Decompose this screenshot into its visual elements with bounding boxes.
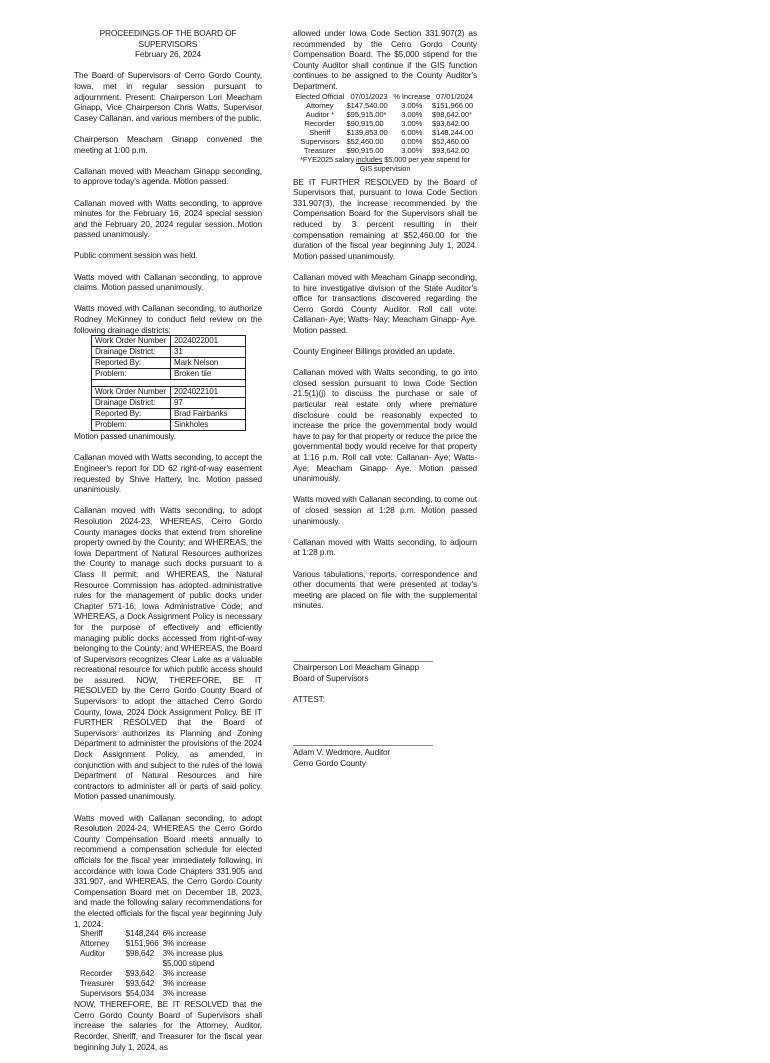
closed-session-motion: Callanan moved with Watts seconding, to go into closed session pursuant to Iowa Code Section 21.5(1)(j) to discuss the purchase or sale of particular real estate only where premature disclosure could be reasonably expected to increase the price the governmental body would have to pay for that property or reduce the price the governmental body would receive for that property at 1:16 p.m. Roll call vote: Callanan- Aye; Watts- Aye; Meacham Ginapp- Aye. Motion passed unanimously. (293, 367, 477, 484)
field-label-cell: Problem: (92, 420, 171, 431)
table-cell: $52,460.00 (431, 136, 469, 146)
resolution-continued: allowed under Iowa Code Section 331.907(2) as recommended by the Cerro Gordo County Compensation Board. The $5,000 stipend for the County Auditor shall continue if the GIS function continues to be assigned to the County Auditor's Department. (293, 28, 477, 91)
table-row (92, 336, 246, 347)
field-value-cell: 31 (171, 347, 246, 358)
column-header: Elected Official (295, 91, 345, 101)
chairperson-signature-line: _______________________________ (293, 651, 433, 662)
table-cell: Treasurer (303, 145, 336, 155)
chairperson-title: Board of Supervisors (293, 672, 369, 683)
further-resolved-paragraph: BE IT FURTHER RESOLVED by the Board of Supervisors that, pursuant to Iowa Code Section 331.907(3), the increase recommended by the Compensation Board for the Supervisors shall be reduced by 3 percent resulting in their compensation remaining at $52,460.00 for the duration of the fiscal year beginning July 1, 2024. Motion passed unanimously. (293, 176, 477, 261)
compensation-note: *FYE2025 salary includes $5,000 per year stipend for GIS supervision (300, 154, 470, 173)
salary-cell: $54,034 (125, 989, 155, 999)
table-cell: 6.00% (401, 127, 423, 137)
table-cell: Auditor * (305, 109, 334, 119)
field-value-cell: 97 (171, 398, 246, 409)
table-row (78, 939, 228, 949)
table-cell: $151,966.00 (431, 100, 474, 110)
claims-motion: Watts moved with Callanan seconding, to approve claims. Motion passed unanimously. (74, 271, 262, 293)
official-cell: Recorder (80, 969, 113, 979)
table-cell: $90,915.00 (346, 145, 384, 155)
field-value-cell: Sinkholes (171, 420, 246, 431)
official-cell: Auditor (80, 949, 105, 959)
drainage-motion: Watts moved with Callanan seconding, to authorize Rodney McKinney to conduct field review on the following drainage districts: (74, 303, 262, 335)
official-cell: Attorney (80, 939, 110, 949)
engineer-update: County Engineer Billings provided an update. (293, 346, 455, 357)
table-cell: 3.00% (401, 109, 423, 119)
table-row (293, 146, 477, 155)
table-cell: $148,244.00 (431, 127, 474, 137)
table-cell: Supervisors (300, 136, 340, 146)
column-header: 07/01/2024 (435, 91, 473, 101)
column-header: % Increase (393, 91, 431, 101)
state-auditor-motion: Callanan moved with Meacham Ginapp seconding, to hire investigative division of the State Auditor's office for transactions discovered regarding the Cerro Gordo County Auditor. Roll call vote: Callanan- Aye; Watts- Nay; Meacham Ginapp- Aye. Motion passed. (293, 271, 477, 335)
table-row (92, 347, 246, 358)
field-value-cell: Brad Fairbanks (171, 409, 246, 420)
official-cell: Sheriff (80, 929, 103, 939)
field-label-cell: Drainage District: (92, 347, 171, 358)
agenda-motion: Callanan moved with Meacham Ginapp seconding, to approve today's agenda. Motion passed. (74, 165, 262, 187)
table-cell: Sheriff (309, 127, 331, 137)
table-row (293, 119, 477, 128)
increase-cell: 3% increase (162, 979, 207, 989)
resolution-2024-24-conclusion: NOW, THEREFORE, BE IT RESOLVED that the Cerro Gordo County Board of Supervisors shall increase the salaries for the Attorney, Auditor, Recorder, Sheriff, and Treasurer for the fiscal year beginning July 1, 2024, as (74, 999, 262, 1052)
right-column (293, 28, 477, 768)
table-cell: $95,915.00* (346, 109, 387, 119)
field-value-cell: Broken tile (171, 369, 246, 380)
table-cell: Recorder (304, 118, 335, 128)
table-row (78, 929, 228, 939)
table-cell: $52,460.00 (346, 136, 384, 146)
increase-cell: 3% increase (162, 939, 207, 949)
field-label-cell: Problem: (92, 369, 171, 380)
salary-cell: $93,642 (125, 969, 155, 979)
field-value-cell: 2024022101 (171, 387, 246, 398)
field-label-cell: Drainage District: (92, 398, 171, 409)
table-row (293, 101, 477, 110)
table-row (293, 110, 477, 119)
drainage-motion-result: Motion passed unanimously. (74, 431, 176, 442)
table-row (92, 420, 246, 431)
salary-cell: $151,966 (125, 939, 159, 949)
table-row (293, 128, 477, 137)
table-row (92, 409, 246, 420)
auditor-name: Adam V. Wedmore, Auditor (293, 747, 391, 758)
resolution-2024-23: Callanan moved with Watts seconding, to adopt Resolution 2024-23, WHEREAS, Cerro Gordo County manages docks that extend from shoreline property owned by the County; and WHEREAS, the Iowa Department of Natural Resources authorizes the County to manage such docks pursuant to a Class II permit; and WHEREAS, the Natural Resource Commission has adopted administrative rules for the management of public docks under Chapter 571-16; Iowa Administrative Code; and WHEREAS, a Dock Assignment Policy is necessary for the purpose of effectively and efficiently managing public docks accessed from right-of-way belonging to the County; and WHEREAS, the Board of Supervisors recognizes Clear Lake as a valuable recreational resource for which public access should be assured. NOW, THEREFORE, BE IT RESOLVED by the Cerro Gordo County Board of Supervisors to adopt the attached Cerro Gordo County, Iowa, 2024 Dock Assignment Policy. BE IT FURTHER RESOLVED that the Board of Supervisors authorizes its Planning and Zoning Department to administer the provisions of the 2024 Dock Assignment Policy, as amended, in conjunction with and subject to the rules of the Iowa Department of Natural Resources and hire contractors to administer all or parts of said policy. Motion passed unanimously. (74, 505, 262, 802)
adjourn-motion: Callanan moved with Watts seconding, to adjourn at 1:28 p.m. (293, 536, 477, 558)
field-label-cell: Work Order Number (92, 336, 171, 347)
field-value-cell: Mark Nelson (171, 358, 246, 369)
table-spacer-row (92, 380, 246, 387)
field-label-cell: Reported By: (92, 409, 171, 420)
increase-cell: 6% increase (162, 929, 207, 939)
public-comment: Public comment session was held. (74, 250, 198, 261)
salary-cell: $148,244 (125, 929, 159, 939)
table-row (78, 949, 228, 969)
field-label-cell: Reported By: (92, 358, 171, 369)
table-cell: $147,540.00 (346, 100, 388, 110)
end-closed-session-motion: Watts moved with Callanan seconding, to come out of closed session at 1:28 p.m. Motion passed unanimously. (293, 494, 477, 526)
increase-cell: 3% increase (162, 969, 207, 979)
auditor-signature-line: _______________________________ (293, 736, 433, 747)
table-cell: Attorney (306, 100, 334, 110)
table-row (92, 387, 246, 398)
field-value-cell: 2024022001 (171, 336, 246, 347)
table-row (78, 979, 228, 989)
table-cell: $93,642.00 (431, 145, 469, 155)
table-row (293, 137, 477, 146)
salary-cell: $93,642 (125, 979, 155, 989)
left-column (74, 28, 262, 1063)
table-cell: 0.00% (401, 136, 423, 146)
salary-recommendation-table (78, 929, 228, 999)
column-header: 07/01/2023 (350, 91, 388, 101)
table-row (78, 969, 228, 979)
drainage-table (91, 335, 246, 431)
table-cell: $98,642.00* (431, 109, 472, 119)
table-cell: $93,642.00 (431, 118, 469, 128)
attendance-paragraph: The Board of Supervisors of Cerro Gordo County, Iowa, met in regular session pursuant to adjournment. Present: Chairperson Lori Meacham Ginapp, Vice Chairperson Chris Watts, Supervisor Casey Callanan, and various members of the public. (74, 70, 262, 123)
table-spacer-cell (92, 380, 246, 387)
official-cell: Treasurer (80, 979, 114, 989)
table-cell: 3.00% (401, 145, 423, 155)
minutes-motion: Callanan moved with Watts seconding, to approve minutes for the February 16, 2024 special session and the February 20, 2024 regular session. Motion passed unanimously. (74, 197, 262, 240)
salary-cell: $98,642 (125, 949, 155, 959)
increase-cell: 3% increase (162, 989, 207, 999)
official-cell: Supervisors (80, 989, 122, 999)
table-cell: 3.00% (401, 118, 423, 128)
meeting-date: February 26, 2024 (134, 49, 202, 60)
chairperson-name: Chairperson Lori Meacham Ginapp (293, 662, 420, 673)
engineer-report-motion: Callanan moved with Watts seconding, to accept the Engineer's report for DD 62 right-of-way easement requested by Shive Hattery, Inc. Motion passed unanimously. (74, 452, 262, 495)
table-row (78, 989, 228, 999)
table-cell: $90,915.00 (346, 118, 384, 128)
document-title: PROCEEDINGS OF THE BOARD OF SUPERVISORS (99, 28, 237, 49)
attest-label: ATTEST: (293, 693, 325, 704)
field-label-cell: Work Order Number (92, 387, 171, 398)
table-cell: 3.00% (401, 100, 423, 110)
table-row (92, 358, 246, 369)
table-cell: $139,853.00 (346, 127, 388, 137)
increase-cell: 3% increase plus $5,000 stipend (162, 949, 223, 969)
table-row (92, 398, 246, 409)
compensation-table (293, 92, 477, 155)
convene-paragraph: Chairperson Meacham Ginapp convened the meeting at 1:00 p.m. (74, 133, 262, 155)
supplemental-minutes-note: Various tabulations, reports, correspondence and other documents that were presented at today's meeting are placed on file with the supplemental minutes. (293, 568, 477, 611)
resolution-2024-24: Watts moved with Callanan seconding, to adopt Resolution 2024-24, WHEREAS the Cerro Gordo County Compensation Board meets annually to recommend a compensation schedule for elected officials for the fiscal year immediately following, in accordance with Iowa Code Chapters 331.905 and 331.907, and WHEREAS, the Cerro Gordo County Compensation Board met on December 18, 2023, and made the following salary recommendations for the elected officials for the fiscal year beginning July 1, 2024: (74, 812, 262, 929)
table-row (92, 369, 246, 380)
auditor-county: Cerro Gordo County (293, 757, 366, 768)
